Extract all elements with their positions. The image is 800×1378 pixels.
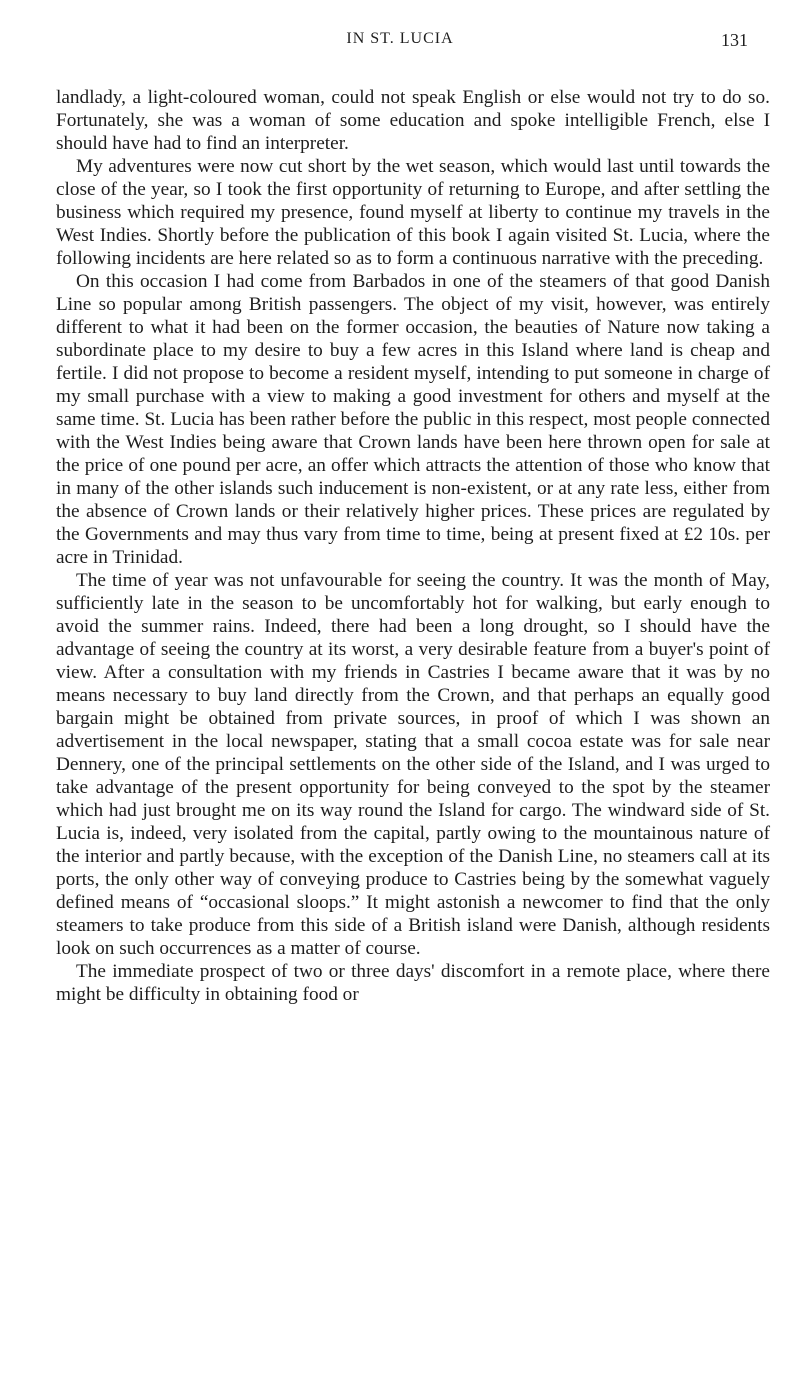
- running-head: [0, 30, 800, 54]
- paragraph-wet-season: My adventures were now cut short by the wet season, which would last until towards the close of the year, so I took the first opportunity of returning to Europe, and after settling the business which required my presence, found myself at liberty to continue my travels in the West Indies. Shortly before the publication of this book I again visited St. Lucia, where the following incidents are here related so as to form a continuous narrative with the preceding.: [56, 156, 770, 269]
- paragraph-barbados-steamer: On this occasion I had come from Barbados in one of the steamers of that good Danish Line so popular among British passengers. The object of my visit, however, was entirely different to what it had been on the former occasion, the beauties of Nature now taking a subordinate place to my desire to buy a few acres in this Island where land is cheap and fertile. I did not propose to become a resident myself, intending to put someone in charge of my small purchase with a view to making a good investment for others and myself at the same time. St. Lucia has been rather before the public in this respect, most people connected with the West Indies being aware that Crown lands have been here thrown open for sale at the price of one pound per acre, an offer which attracts the attention of those who know that in many of the other islands such inducement is non-existent, or at any rate less, either from the absence of Crown lands or their relatively higher prices. These prices are regulated by the Governments and may thus vary from time to time, being at present fixed at £2 10s. per acre in Trinidad.: [56, 271, 770, 568]
- paragraph-time-of-year: The time of year was not unfavourable for seeing the country. It was the month of May, sufficiently late in the season to be uncomfortably hot for walking, but early enough to avoid the summer rains. Indeed, there had been a long drought, so I should have the advantage of seeing the country at its worst, a very desirable feature from a buyer's point of view. After a consultation with my friends in Castries I became aware that it was by no means necessary to buy land directly from the Crown, and that perhaps an equally good bargain might be obtained from private sources, in proof of which I was shown an advertisement in the local newspaper, stating that a small cocoa estate was for sale near Dennery, one of the principal settlements on the other side of the Island, and I was urged to take advantage of the present opportunity for being conveyed to the spot by the steamer which had just brought me on its way round the Island for cargo. The windward side of St. Lucia is, indeed, very isolated from the capital, partly owing to the mountainous nature of the interior and partly because, with the exception of the Danish Line, no steamers call at its ports, the only other way of conveying produce to Castries being by the somewhat vaguely defined means of “occasional sloops.” It might astonish a newcomer to find that the only steamers to take produce from this side of a British island were Danish, although residents look on such occurrences as a matter of course.: [56, 570, 770, 959]
- paragraph-continued: landlady, a light-coloured woman, could not speak English or else would not try to do so. Fortunately, she was a woman of some education and spoke intelligible French, else I should have had to find an interpreter.: [56, 87, 770, 154]
- body-text: [56, 86, 770, 1006]
- page-number: 131: [721, 30, 748, 50]
- running-title: IN ST. LUCIA: [346, 30, 454, 47]
- paragraph-immediate-prospect: The immediate prospect of two or three days' discomfort in a remote place, where there might be difficulty in obtaining food or: [56, 961, 770, 1005]
